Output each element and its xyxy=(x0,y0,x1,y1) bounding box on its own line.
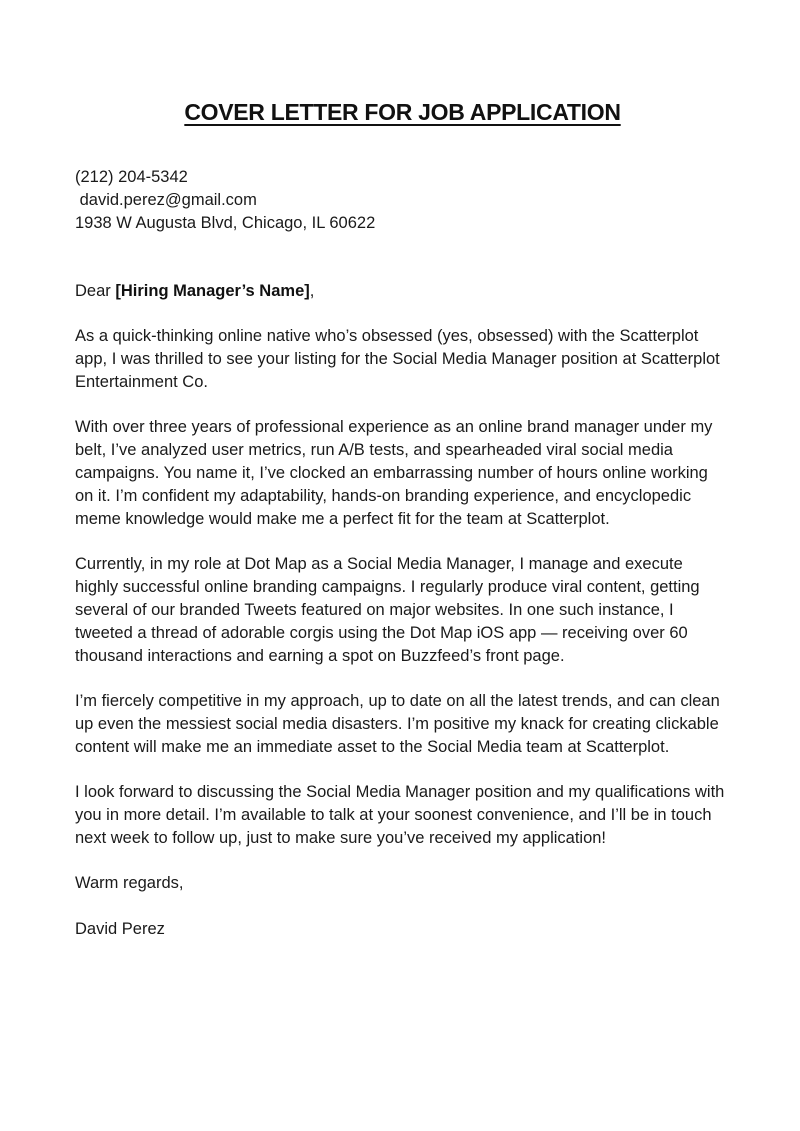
salutation-prefix: Dear xyxy=(75,282,116,300)
contact-block xyxy=(75,166,730,235)
body-paragraph-experience: With over three years of professional experience as an online brand manager under my belt, I’ve analyzed user metrics, run A/B tests, and spearheaded viral social media campaigns. You name it, I’ve clocked an embarrassing number of hours online working on it. I’m confident my adaptability, hands-on branding experience, and encyclopedic meme knowledge would make me a perfect fit for the team at Scatterplot. xyxy=(75,418,713,528)
contact-email: david.perez@gmail.com xyxy=(75,191,257,209)
contact-address: 1938 W Augusta Blvd, Chicago, IL 60622 xyxy=(75,214,376,232)
contact-phone: (212) 204-5342 xyxy=(75,168,188,186)
sign-off: Warm regards, xyxy=(75,874,184,892)
closing-block xyxy=(75,872,730,941)
body-paragraph-strengths: I’m fiercely competitive in my approach, up to date on all the latest trends, and can clean up even the messiest social media disasters. I’m positive my knack for creating clickable content will make me an immediate asset to the Social Media team at Scatterplot. xyxy=(75,692,720,756)
body-paragraph-intro: As a quick-thinking online native who’s obsessed (yes, obsessed) with the Scatterplot app, I was thrilled to see your listing for the Social Media Manager position at Scatterplot Entertainment Co. xyxy=(75,327,720,391)
body-paragraph-call-to-action: I look forward to discussing the Social Media Manager position and my qualifications with you in more detail. I’m available to talk at your soonest convenience, and I’ll be in touch next week to follow up, just to make sure you’ve received my application! xyxy=(75,783,725,847)
salutation-line xyxy=(75,280,730,303)
letter-body xyxy=(75,325,730,850)
hiring-manager-name-placeholder: [Hiring Manager’s Name] xyxy=(115,282,310,300)
salutation-suffix: , xyxy=(309,282,315,300)
document-title: COVER LETTER FOR JOB APPLICATION xyxy=(184,99,621,125)
signature-name: David Perez xyxy=(75,920,165,938)
body-paragraph-current-role: Currently, in my role at Dot Map as a Social Media Manager, I manage and execute highly successful online branding campaigns. I regularly produce viral content, getting several of our branded Tweets featured on major websites. In one such instance, I tweeted a thread of adorable corgis using the Dot Map iOS app — receiving over 60 thousand interactions and earning a spot on Buzzfeed’s front page. xyxy=(75,555,700,665)
